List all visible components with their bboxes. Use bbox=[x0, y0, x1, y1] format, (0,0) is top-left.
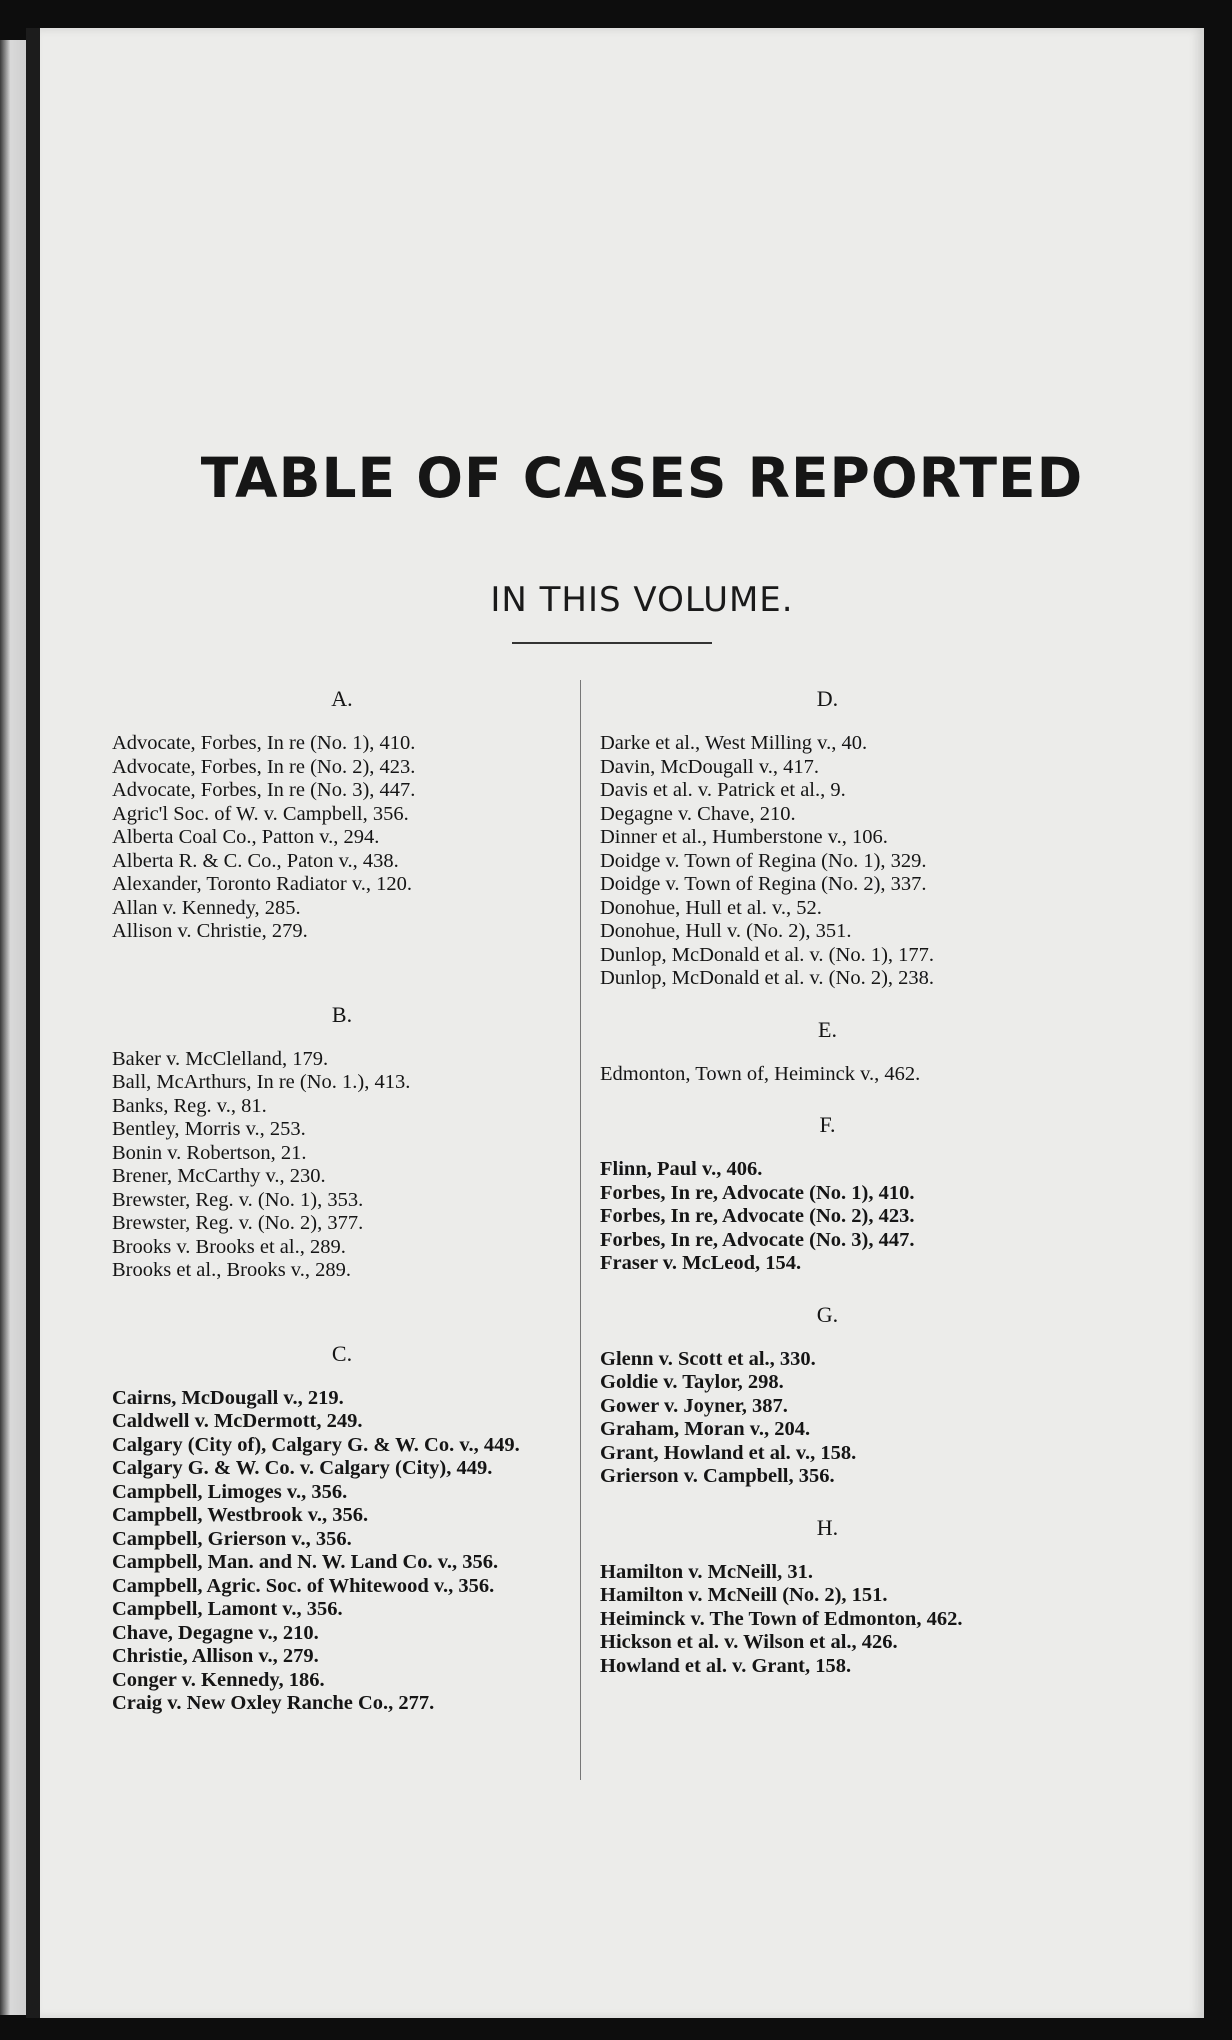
case-entry: Grierson v. Campbell, 356. bbox=[600, 1465, 835, 1487]
title-rule bbox=[512, 642, 712, 644]
case-entry: Dunlop, McDonald et al. v. (No. 1), 177. bbox=[600, 943, 935, 966]
case-entry: Hamilton v. McNeill (No. 2), 151. bbox=[600, 1584, 888, 1606]
case-entry: Forbes, In re, Advocate (No. 3), 447. bbox=[600, 1228, 915, 1251]
case-entry: Brener, McCarthy v., 230. bbox=[112, 1165, 326, 1187]
case-entry: Advocate, Forbes, In re (No. 1), 410. bbox=[112, 732, 416, 754]
case-entry: Ball, McArthurs, In re (No. 1.), 413. bbox=[112, 1071, 411, 1093]
case-entry: Campbell, Man. and N. W. Land Co. v., 356. bbox=[112, 1551, 499, 1573]
section-letter: A. bbox=[331, 686, 353, 711]
case-entry: Alexander, Toronto Radiator v., 120. bbox=[112, 873, 413, 895]
case-entry: Hamilton v. McNeill, 31. bbox=[600, 1560, 813, 1583]
case-entry: Brooks et al., Brooks v., 289. bbox=[112, 1259, 351, 1281]
case-entry: Bonin v. Robertson, 21. bbox=[112, 1141, 307, 1164]
case-entry: Baker v. McClelland, 179. bbox=[112, 1047, 329, 1070]
page-subtitle: IN THIS VOLUME. bbox=[490, 580, 794, 620]
case-entry: Davis et al. v. Patrick et al., 9. bbox=[600, 779, 846, 801]
section-b bbox=[112, 996, 572, 1283]
case-entry: Alberta Coal Co., Patton v., 294. bbox=[112, 826, 380, 848]
page-title: TABLE OF CASES REPORTED bbox=[200, 446, 1084, 510]
case-entry: Conger v. Kennedy, 186. bbox=[112, 1668, 325, 1691]
case-entry: Graham, Moran v., 204. bbox=[600, 1418, 811, 1440]
case-entry: Doidge v. Town of Regina (No. 2), 337. bbox=[600, 873, 927, 895]
column-divider bbox=[580, 680, 581, 1780]
case-entry: Doidge v. Town of Regina (No. 1), 329. bbox=[600, 849, 927, 872]
section-d bbox=[600, 680, 1055, 991]
case-entry: Gower v. Joyner, 387. bbox=[600, 1394, 788, 1417]
case-entry: Brewster, Reg. v. (No. 2), 377. bbox=[112, 1212, 364, 1234]
case-entry: Campbell, Agric. Soc. of Whitewood v., 356. bbox=[112, 1574, 495, 1597]
case-entry: Calgary G. & W. Co. v. Calgary (City), 449. bbox=[112, 1457, 493, 1479]
case-entry: Fraser v. McLeod, 154. bbox=[600, 1252, 802, 1274]
case-entry: Hickson et al. v. Wilson et al., 426. bbox=[600, 1631, 898, 1653]
section-h bbox=[600, 1509, 1055, 1679]
case-entry: Donohue, Hull v. (No. 2), 351. bbox=[600, 920, 852, 942]
case-entry: Advocate, Forbes, In re (No. 2), 423. bbox=[112, 755, 416, 778]
case-entry: Chave, Degagne v., 210. bbox=[112, 1621, 319, 1644]
case-entry: Brooks v. Brooks et al., 289. bbox=[112, 1235, 346, 1258]
case-entry: Campbell, Limoges v., 356. bbox=[112, 1480, 348, 1503]
case-entry: Banks, Reg. v., 81. bbox=[112, 1094, 267, 1117]
section-letter: H. bbox=[816, 1514, 839, 1540]
case-entry: Forbes, In re, Advocate (No. 2), 423. bbox=[600, 1205, 915, 1227]
case-entry: Dinner et al., Humberstone v., 106. bbox=[600, 826, 888, 848]
section-e bbox=[600, 1011, 1055, 1087]
section-letter: G. bbox=[816, 1301, 839, 1327]
right-column bbox=[600, 680, 1055, 1678]
section-c bbox=[112, 1335, 572, 1716]
case-entry: Forbes, In re, Advocate (No. 1), 410. bbox=[600, 1181, 915, 1204]
section-letter: C. bbox=[331, 1340, 353, 1366]
case-entry: Agric'l Soc. of W. v. Campbell, 356. bbox=[112, 802, 409, 825]
case-entry: Allison v. Christie, 279. bbox=[112, 920, 308, 942]
adjacent-page-edge bbox=[0, 40, 26, 2015]
case-entry: Grant, Howland et al. v., 158. bbox=[600, 1441, 857, 1464]
left-column bbox=[112, 680, 572, 1716]
case-entry: Campbell, Westbrook v., 356. bbox=[112, 1504, 369, 1526]
case-entry: Howland et al. v. Grant, 158. bbox=[600, 1654, 852, 1677]
case-entry: Davin, McDougall v., 417. bbox=[600, 755, 820, 778]
section-letter: B. bbox=[331, 1001, 353, 1027]
case-entry: Campbell, Grierson v., 356. bbox=[112, 1527, 352, 1550]
case-entry: Edmonton, Town of, Heiminck v., 462. bbox=[600, 1062, 921, 1085]
case-entry: Dunlop, McDonald et al. v. (No. 2), 238. bbox=[600, 967, 935, 989]
case-entry: Campbell, Lamont v., 356. bbox=[112, 1598, 343, 1620]
section-letter: E. bbox=[818, 1016, 837, 1042]
case-entry: Goldie v. Taylor, 298. bbox=[600, 1371, 784, 1393]
case-entry: Degagne v. Chave, 210. bbox=[600, 802, 796, 825]
case-entry: Bentley, Morris v., 253. bbox=[112, 1118, 306, 1140]
case-entry: Alberta R. & C. Co., Paton v., 438. bbox=[112, 849, 399, 872]
section-letter: D. bbox=[816, 686, 839, 711]
section-g bbox=[600, 1296, 1055, 1489]
section-letter: F. bbox=[819, 1112, 836, 1137]
section-a bbox=[112, 680, 572, 944]
case-entry: Caldwell v. McDermott, 249. bbox=[112, 1410, 363, 1432]
case-entry: Heiminck v. The Town of Edmonton, 462. bbox=[600, 1607, 963, 1630]
case-entry: Allan v. Kennedy, 285. bbox=[112, 896, 301, 919]
case-entry: Advocate, Forbes, In re (No. 3), 447. bbox=[112, 779, 416, 801]
case-entry: Donohue, Hull et al. v., 52. bbox=[600, 896, 822, 919]
case-entry: Calgary (City of), Calgary G. & W. Co. v., 449. bbox=[112, 1433, 520, 1456]
case-entry: Glenn v. Scott et al., 330. bbox=[600, 1347, 816, 1370]
section-f bbox=[600, 1106, 1055, 1276]
case-entry: Flinn, Paul v., 406. bbox=[600, 1158, 763, 1180]
case-entry: Darke et al., West Milling v., 40. bbox=[600, 732, 868, 754]
case-entry: Christie, Allison v., 279. bbox=[112, 1645, 319, 1667]
case-entry: Craig v. New Oxley Ranche Co., 277. bbox=[112, 1692, 435, 1714]
case-entry: Brewster, Reg. v. (No. 1), 353. bbox=[112, 1188, 364, 1211]
case-entry: Cairns, McDougall v., 219. bbox=[112, 1386, 344, 1409]
